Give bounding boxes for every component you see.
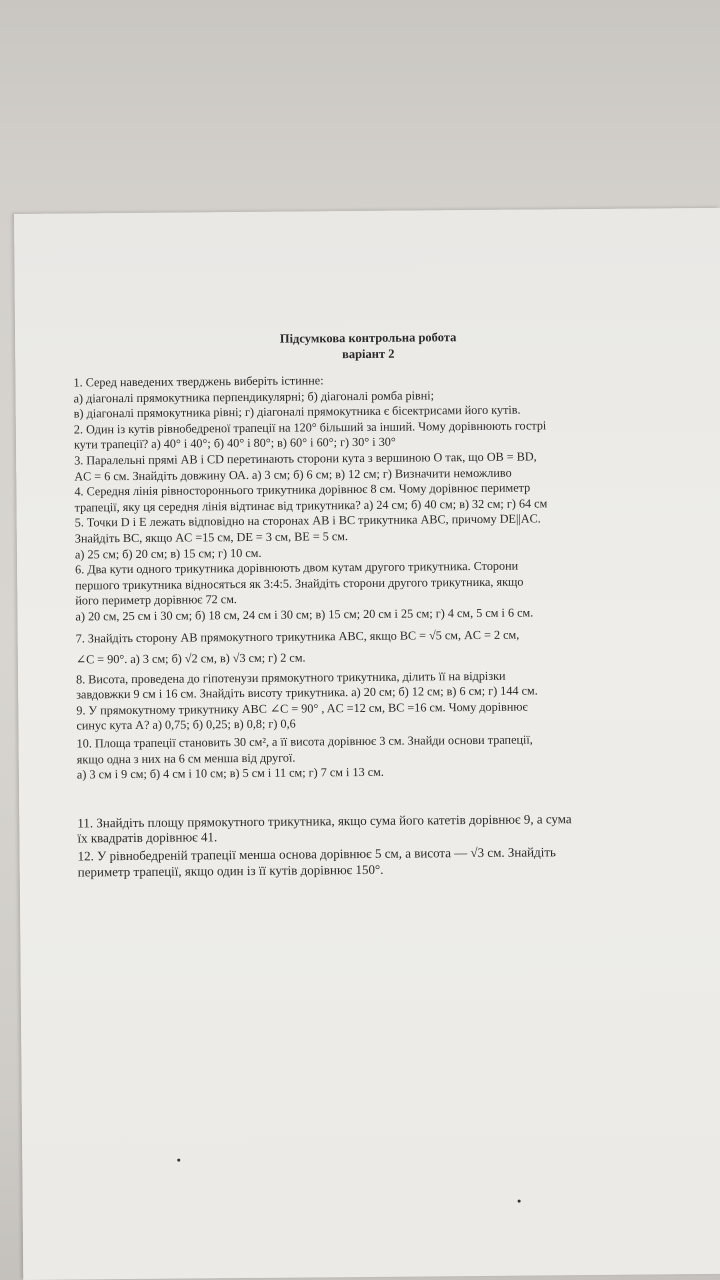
text-line: ∠C = 90°. а) 3 см; б) √2 см, в) √3 см; г) 2 см. — [75, 650, 306, 667]
text-line: його периметр дорівнює 72 см. — [75, 592, 238, 608]
variant-label: варіант 2 — [341, 346, 395, 362]
text-line: 4. Середня лінія рівностороннього трикутника дорівнює 8 см. Чому дорівнює периметр — [74, 480, 531, 499]
text-line: 1. Серед наведених тверджень виберіть істинне: — [73, 373, 324, 390]
text-line: 5. Точки D і E лежать відповідно на сторонах AB і BC трикутника ABC, причому DE||AC. — [74, 511, 541, 530]
text-line: завдовжки 9 см і 16 см. Знайдіть висоту трикутника. а) 20 см; б) 12 см; в) 6 см; г) 144 см. — [76, 683, 538, 702]
text-line: 10. Площа трапеції становить 30 см², а її висота дорівнює 3 см. Знайди основи трапеції, — [76, 732, 533, 751]
text-line: 12. У рівнобедреній трапеції менша основа дорівнює 5 см, а висота — √3 см. Знайдіть — [77, 844, 556, 864]
text-line: їх квадратів дорівнює 41. — [77, 829, 218, 846]
text-line: AC = 6 см. Знайдіть довжину ОА. а) 3 см; б) 6 см; в) 12 см; г) Визначити неможливо — [74, 465, 512, 484]
paper-speck — [518, 1200, 521, 1203]
text-line: 2. Один із кутів рівнобедреної трапеції на 120° більший за інший. Чому дорівнюють гострі — [73, 418, 547, 437]
paper-speck — [177, 1159, 180, 1162]
text-line: 7. Знайдіть сторону AB прямокутного трикутника ABC, якщо BC = √5 см, AC = 2 см, — [75, 627, 520, 645]
text-line: якщо одна з них на 6 см менша від другої. — [76, 750, 296, 767]
text-line: 8. Висота, проведена до гіпотенузи прямокутного трикутника, ділить її на відрізки — [76, 668, 506, 687]
text-line: периметр трапеції, якщо один із її кутів дорівнює 150°. — [77, 861, 384, 880]
text-line: 3. Паралельні прямі AB і CD перетинають сторони кута з вершиною О так, що OB = BD, — [74, 449, 537, 468]
text-line: 9. У прямокутному трикутнику ABC ∠C = 90° , AC =12 см, BC =16 см. Чому дорівнює — [76, 699, 528, 718]
text-line: а) діагоналі прямокутника перпендикулярні; б) діагоналі ромба рівні; — [73, 387, 435, 406]
text-line: Знайдіть BC, якщо AC =15 см, DE = 3 см, BE = 5 см. — [74, 529, 349, 546]
paper-sheet — [14, 208, 720, 1280]
questions-block — [73, 370, 677, 879]
text-line: а) 3 см і 9 см; б) 4 см і 10 см; в) 5 см і 11 см; г) 7 см і 13 см. — [76, 765, 384, 782]
text-line: 11. Знайдіть площу прямокутного трикутника, якщо сума його катетів дорівнює 9, а сума — [77, 811, 572, 831]
text-line: в) діагоналі прямокутника рівні; г) діагоналі прямокутника є бісектрисами його кутів. — [73, 402, 521, 421]
text-line: трапеції, яку ця середня лінія відтинає від трикутника? а) 24 см; б) 40 см; в) 32 см; г) 64 см — [74, 496, 548, 515]
text-line: першого трикутника відносяться як 3:4:5. Знайдіть сторони другого трикутника, якщо — [75, 574, 524, 593]
page-title: Підсумкова контрольна робота — [279, 330, 457, 346]
text-line: синус кута А? а) 0,75; б) 0,25; в) 0,8; г) 0,6 — [76, 717, 296, 733]
text-line: а) 25 см; б) 20 см; в) 15 см; г) 10 см. — [74, 545, 262, 562]
text-line: кути трапеції? а) 40° і 40°; б) 40° і 80°; в) 60° і 60°; г) 30° і 30° — [73, 435, 396, 452]
text-line: 6. Два кути одного трикутника дорівнюють двом кутам другого трикутника. Сторони — [75, 558, 519, 577]
text-line: а) 20 см, 25 см і 30 см; б) 18 см, 24 см і 30 см; в) 15 см; 20 см і 25 см; г) 4 см, 5 см і 6 см. — [75, 605, 534, 624]
